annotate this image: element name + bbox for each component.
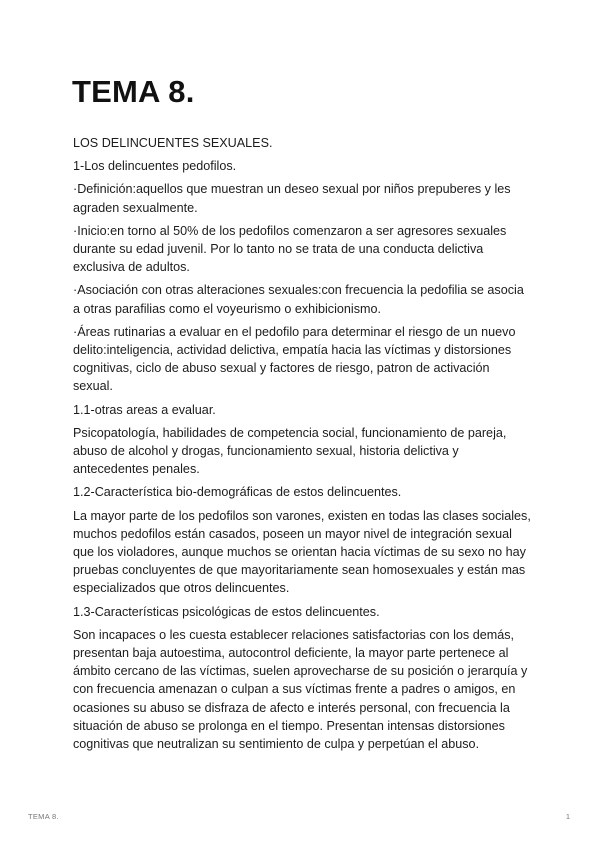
paragraph-otras-areas: Psicopatología, habilidades de competencia social, funcionamiento de pareja, abuso de alcohol y drogas, funcionamiento sexual, historia delictiva y antecedentes penales. <box>73 425 507 477</box>
paragraph-areas-rutinarias: ·Áreas rutinarias a evaluar en el pedofilo para determinar el riesgo de un nuevo delito:inteligencia, actividad delictiva, empatía hacia las víctimas y distorsiones cognitivas, ciclo de abuso sexual y factores de riesgo, patron de activación sexual. <box>73 324 516 394</box>
subsection-heading: 1-Los delincuentes pedofilos. <box>73 159 237 174</box>
page-number: 1 <box>565 812 570 821</box>
paragraph-definicion: ·Definición:aquellos que muestran un deseo sexual por niños prepuberes y les agraden sexualmente. <box>73 182 511 215</box>
section-heading: LOS DELINCUENTES SEXUALES. <box>73 136 273 150</box>
subsection-heading: 1.3-Características psicológicas de estos delincuentes. <box>73 604 380 619</box>
paragraph-bio-demograficas: La mayor parte de los pedofilos son varones, existen en todas las clases sociales, muchos pedofilos están casados, poseen un mayor nivel de integración sexual que los violadores, aunque muchos se orientan hacia víctimas de su sexo no hay pruebas concluyentes de que mayoritariamente sean homosexuales y están mas especializados que otros delincuentes. <box>73 508 531 596</box>
subsection-heading: 1.1-otras areas a evaluar. <box>73 402 216 417</box>
subsection-heading: 1.2-Característica bio-demográficas de estos delincuentes. <box>73 485 402 500</box>
paragraph-psicologicas: Son incapaces o les cuesta establecer relaciones satisfactorias con los demás, presentan baja autoestima, autocontrol deficiente, la mayor parte pertenece al ámbito cercano de las víctimas, suelen aprovecharse de su posición o jerarquía y con frecuencia amenazan o culpan a sus víctimas frente a padres o amigos, en ocasiones su abuso se disfraza de afecto e interés personal, con frecuencia la situación de abuso se prolonga en el tiempo. Presentan intensas distorsiones cognitivas que neutralizan su sentimiento de culpa y perpetúan el abuso. <box>73 627 528 752</box>
paragraph-asociacion: ·Asociación con otras alteraciones sexuales:con frecuencia la pedofilia se asocia a otras parafilias como el voyeurismo o exhibicionismo. <box>73 283 524 316</box>
paragraph-inicio: ·Inicio:en torno al 50% de los pedofilos comenzaron a ser agresores sexuales durante su edad juvenil. Por lo tanto no se trata de una conducta delictiva exclusiva de adultos. <box>73 223 507 275</box>
document-body <box>73 134 531 758</box>
page-title: TEMA 8. <box>72 74 195 109</box>
footer-title: TEMA 8. <box>28 812 59 821</box>
